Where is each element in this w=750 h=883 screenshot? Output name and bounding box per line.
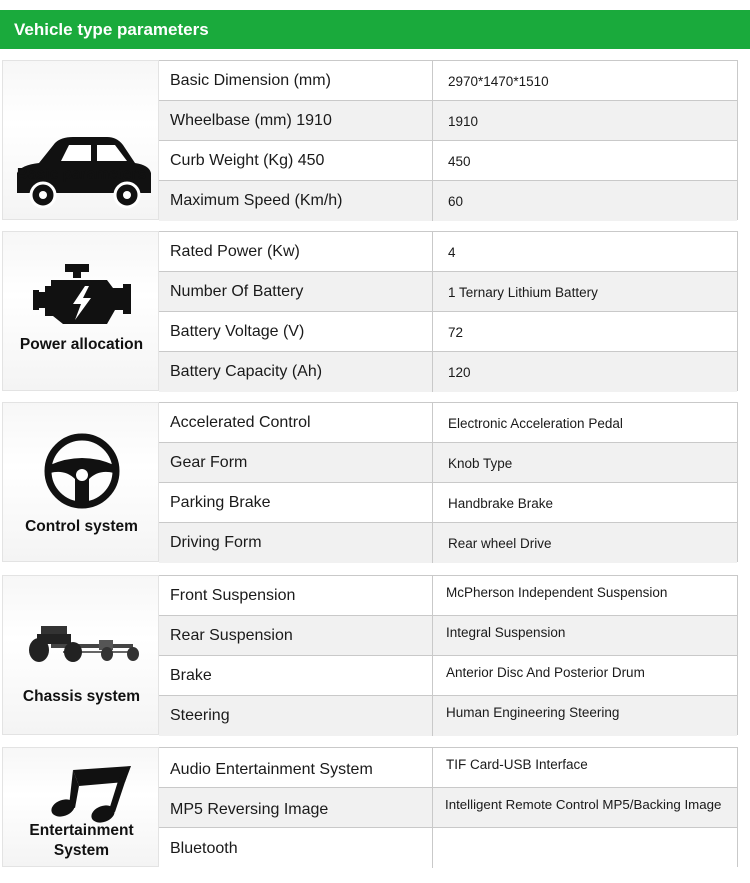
param-value [434,828,737,868]
table-row [159,748,737,788]
section-power-allocation [2,231,738,391]
steering-wheel-icon [3,403,160,563]
category-cell [2,402,159,562]
param-label: Accelerated Control [159,403,433,442]
table-row [159,696,737,736]
param-value: TIF Card-USB Interface [446,757,588,772]
param-value: 120 [448,365,471,380]
param-label: Audio Entertainment System [159,748,433,787]
param-label: Gear Form [159,443,433,482]
param-value: 450 [448,154,471,169]
param-value: 4 [448,245,456,260]
param-label: Curb Weight (Kg) 450 [159,141,433,180]
parameter-table [159,747,738,867]
category-cell [2,231,159,391]
table-row [159,443,737,483]
table-row [159,403,737,443]
table-row [159,576,737,616]
param-value: Knob Type [448,456,513,471]
param-label: Maximum Speed (Km/h) [159,181,433,221]
table-row [159,181,737,221]
category-cell [2,747,159,867]
param-value: Rear wheel Drive [448,536,552,551]
param-label: Wheelbase (mm) 1910 [159,101,433,140]
category-label: Basic parameters [16,166,147,183]
engine-icon [3,232,160,392]
param-label: Front Suspension [159,576,433,615]
param-label: Basic Dimension (mm) [159,61,433,100]
parameter-table [159,402,738,562]
category-cell [2,60,159,220]
param-label: Parking Brake [159,483,433,522]
param-label: Battery Voltage (V) [159,312,433,351]
param-label: Brake [159,656,433,695]
param-value: 1910 [448,114,479,129]
table-row [159,788,737,828]
param-value: Intelligent Remote Control MP5/Backing Image [445,797,722,812]
page-title: Vehicle type parameters [14,20,209,39]
param-value: 60 [448,194,464,209]
category-label: Power allocation [19,336,144,353]
param-value: 1 Ternary Lithium Battery [448,285,598,300]
param-label: Battery Capacity (Ah) [159,352,433,392]
car-icon [3,61,160,221]
param-value: Anterior Disc And Posterior Drum [446,665,645,680]
table-row [159,352,737,392]
category-cell [2,575,159,735]
page-header [0,10,750,49]
section-chassis-system [2,575,738,735]
table-row [159,272,737,312]
table-row [159,101,737,141]
param-value: 2970*1470*1510 [448,74,549,89]
param-label: Number Of Battery [159,272,433,311]
section-entertainment-system [2,747,738,867]
parameter-table [159,231,738,391]
table-row [159,312,737,352]
param-value: Human Engineering Steering [446,705,620,720]
category-label: Control system [25,518,138,535]
param-label: Rear Suspension [159,616,433,655]
table-row [159,616,737,656]
parameter-table [159,575,738,735]
param-label: MP5 Reversing Image [159,788,433,827]
param-label: Steering [159,696,433,736]
section-control-system [2,402,738,562]
table-row [159,61,737,101]
param-label: Rated Power (Kw) [159,232,433,271]
param-value: Electronic Acceleration Pedal [448,416,623,431]
category-label: Chassis system [22,688,141,705]
param-value: Integral Suspension [446,625,566,640]
param-value: 72 [448,325,464,340]
param-label: Bluetooth [159,828,433,868]
parameter-table [159,60,738,220]
category-label: Entertainment [29,822,134,839]
category-label: System [53,842,110,859]
chassis-icon [3,576,160,736]
table-row [159,232,737,272]
table-row [159,483,737,523]
table-row [159,141,737,181]
param-label: Driving Form [159,523,433,563]
param-value: McPherson Independent Suspension [446,585,668,600]
table-row [159,656,737,696]
table-row [159,523,737,563]
param-value: Handbrake Brake [448,496,554,511]
table-row [159,828,737,868]
section-basic-parameters [2,60,738,220]
